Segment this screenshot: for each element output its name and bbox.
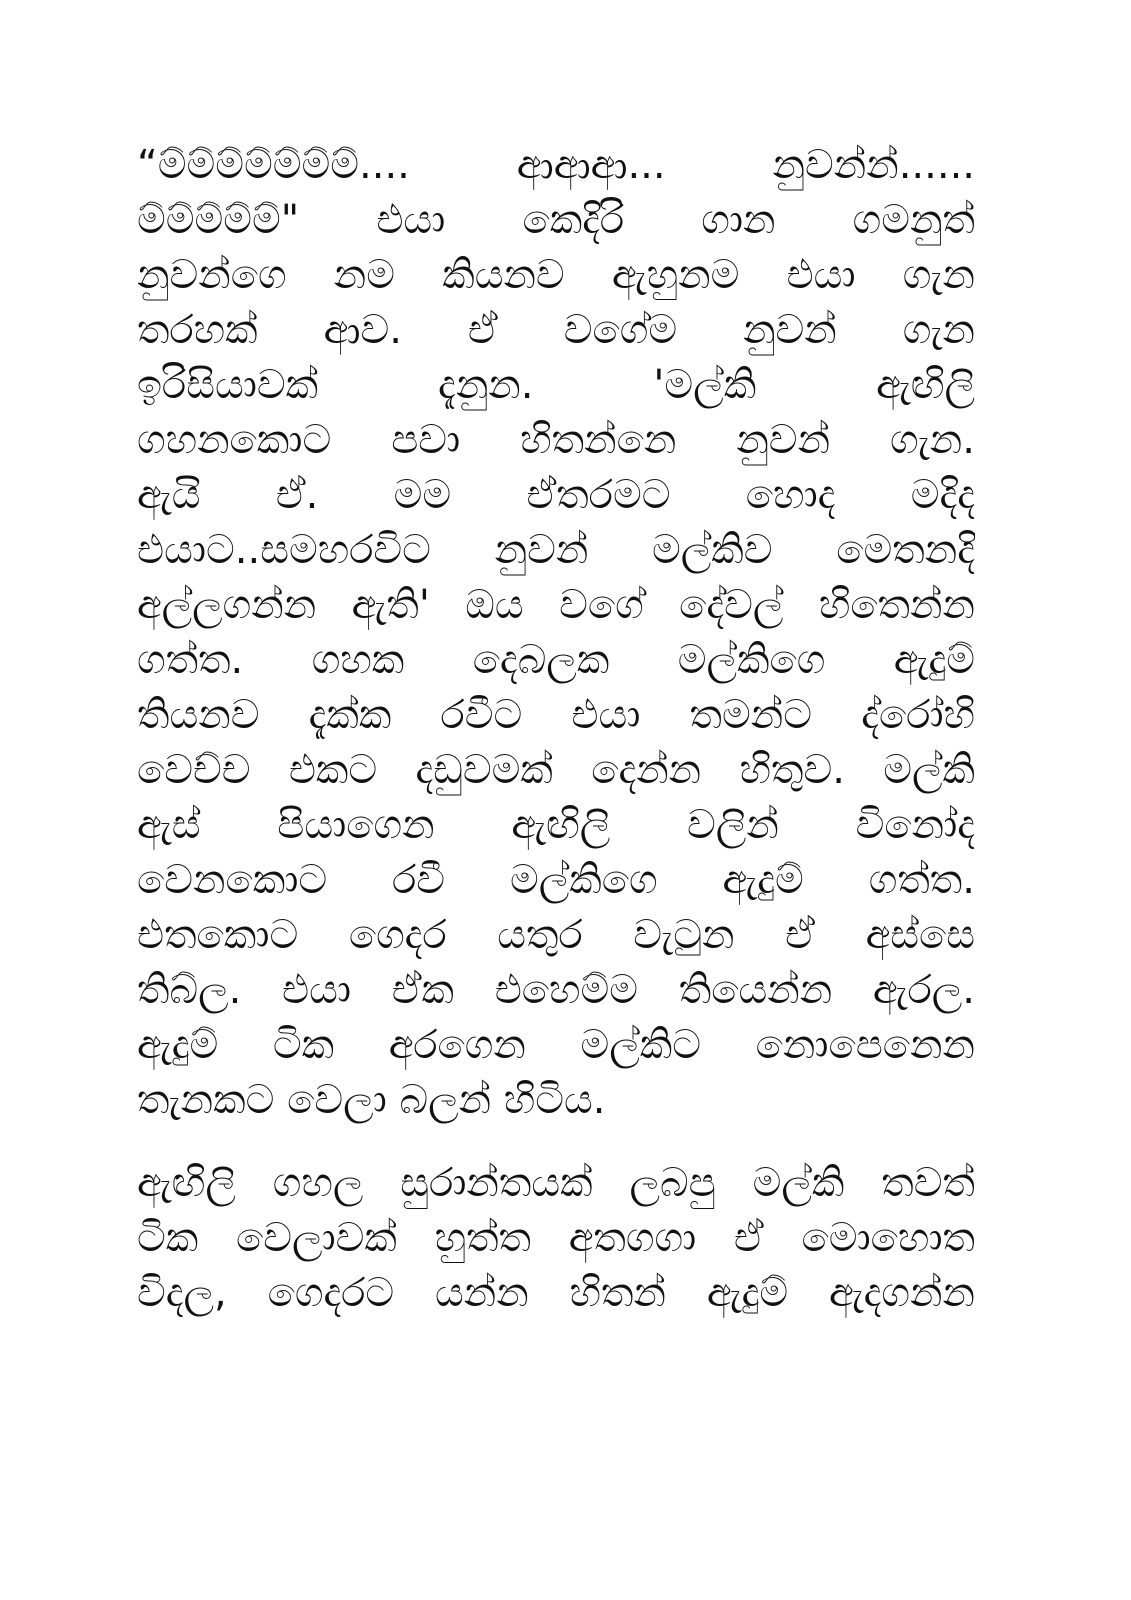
text-line: “ම්ම්ම්ම්ම්ම්ම්.... ආආආ... නුවන්න්...... (137, 142, 975, 188)
text-line: ගත්ත. ගහක දෙබලක මල්කිගෙ ඇදුම් (137, 637, 975, 683)
text-line: නුවන්ගෙ නම කියනව ඇහුනම එයා ගැන (137, 252, 975, 298)
text-line: ම්ම්ම්ම්ම්" එයා කෙදිරි ගාන ගමනුත් (137, 197, 975, 243)
text-line: තරහක් ආව. ඒ වගේම නුවන් ගැන (137, 307, 975, 353)
text-line: ගහනකොට පවා හිතන්නෙ නුවන් ගැන. (137, 417, 975, 463)
text-line: වෙනකොට රවී මල්කිගෙ ඇදුම් ගත්ත. (137, 857, 975, 903)
text-line: එයාට..සමහරවිට නුවන් මල්කිව මෙතනදි (137, 527, 975, 573)
text-line: ඉරිසියාවක් දැනුන. 'මල්කි ඇඟිලි (137, 362, 975, 408)
paragraph-2 (137, 1156, 975, 1321)
text-line: අල්ලගන්න ඇති' ඔය වගේ දේවල් හිතෙන්න (137, 582, 975, 628)
paragraph-1 (137, 138, 975, 1128)
text-line: ඇදුම් ටික අරගෙන මල්කිට නොපෙනෙන (137, 1022, 975, 1068)
text-line: විදල, ගෙදරට යන්න හිතන් ඇදුම් ඇදගන්න (137, 1270, 975, 1316)
text-line: තිබ්ල. එයා ඒක එහෙම්ම තියෙන්න ඇරල. (137, 967, 975, 1013)
text-line: ඇස් පියාගෙන ඇඟිලි වලින් විනෝද (137, 802, 975, 848)
text-line: එතකොට ගෙදර යතුර වැටුන ඒ අස්සෙ (137, 912, 975, 958)
text-line: ටික වෙලාවක් හුත්ත අතගගා ඒ මොහොත (137, 1215, 975, 1261)
text-line: වෙච්ච එකට දඩුවමක් දෙන්න හිතුව. මල්කි (137, 747, 975, 793)
text-line: තැනකට වෙලා බලන් හිටිය. (137, 1077, 606, 1123)
text-line: තියනව දැක්ක රවීට එයා තමන්ට ද්රෝහි (137, 692, 975, 738)
text-line: ඇඟිලි ගහල සුරාන්තයක් ලබපු මල්කි තවත් (137, 1160, 975, 1206)
body-text (137, 138, 975, 1321)
text-line: ඇයි ඒ. මම ඒතරමට හොද මදිද (137, 472, 975, 518)
paragraph-gap (137, 1128, 975, 1156)
